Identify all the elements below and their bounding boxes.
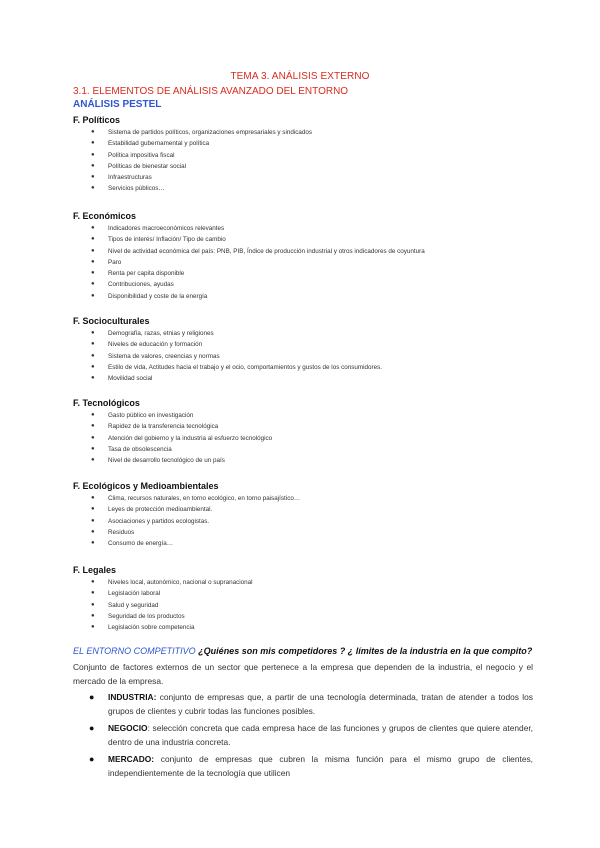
- entorno-term: INDUSTRIA:: [108, 692, 157, 702]
- bullet-icon: ●: [91, 162, 95, 169]
- bullet-icon: ●: [91, 236, 95, 243]
- bullet-icon: ●: [91, 457, 95, 464]
- bullet-icon: ●: [91, 579, 95, 585]
- list-item: [73, 577, 533, 588]
- entorno-heading: [73, 644, 533, 658]
- bullet-icon: ●: [91, 495, 95, 501]
- bullet-list: [73, 223, 533, 302]
- list-item-text: Rapidez de la transferencia tecnológica: [108, 423, 219, 431]
- section-heading: F. Políticos: [73, 115, 121, 125]
- list-item-text: Contribuciones, ayudas: [108, 281, 174, 289]
- list-item-text: Salud y seguridad: [108, 601, 159, 609]
- entorno-item: [73, 721, 533, 749]
- list-item-text: Asociaciones y partidos ecologistas.: [108, 517, 210, 525]
- list-item: [73, 421, 533, 432]
- bullet-icon: ●: [91, 281, 95, 288]
- list-item: [73, 493, 533, 504]
- list-item: [73, 433, 533, 444]
- bullet-icon: ●: [91, 270, 95, 277]
- bullet-icon: ●: [91, 140, 95, 147]
- bullet-icon: ●: [91, 517, 95, 524]
- entorno-competitivo: [73, 644, 533, 783]
- bullet-icon: ●: [91, 540, 95, 547]
- list-item-text: Nivel de actividad económica del país: PNB, PIB, Índice de producción industrial y otros indicadores de coyuntura: [108, 247, 425, 255]
- list-item-text: Sistema de valores, creencias y normas: [108, 352, 220, 360]
- pestel-section: [73, 397, 533, 466]
- list-item: [73, 600, 533, 611]
- bullet-icon: ●: [91, 292, 95, 299]
- list-item-text: Tipos de interés/ Inflación/ Tipo de cambio: [108, 236, 226, 244]
- list-item-text: Demografía, razas, etnias y religiones: [108, 330, 214, 337]
- list-item: [73, 172, 533, 183]
- list-item: [73, 234, 533, 245]
- list-item: [73, 246, 533, 257]
- list-item-text: Consumo de energía…: [108, 540, 174, 548]
- list-item: [73, 538, 533, 549]
- section-subtitle: 3.1. ELEMENTOS DE ANÁLISIS AVANZADO DEL ENTORNO: [73, 86, 349, 97]
- bullet-icon: ●: [91, 624, 95, 631]
- bullet-icon: ●: [89, 692, 95, 702]
- list-item: [73, 328, 533, 339]
- list-item: [73, 279, 533, 290]
- list-item-text: Políticas de bienestar social: [108, 162, 187, 170]
- bullet-icon: ●: [91, 528, 95, 535]
- pestel-section: [73, 315, 533, 384]
- list-item: [73, 257, 533, 268]
- bullet-icon: ●: [91, 330, 95, 336]
- entorno-heading-label: EL ENTORNO COMPETITIVO: [73, 646, 196, 656]
- entorno-term: NEGOCIO: [108, 723, 148, 733]
- list-item: [73, 150, 533, 161]
- pestel-section: [73, 114, 533, 195]
- bullet-icon: ●: [91, 352, 95, 359]
- bullet-icon: ●: [89, 723, 95, 733]
- list-item: [73, 223, 533, 234]
- entorno-heading-question: ¿Quiénes son mis competidores ? ¿ límites de la industria en la que compito?: [195, 646, 533, 656]
- list-item: [73, 622, 533, 633]
- bullet-list: [73, 127, 533, 195]
- list-item: [73, 504, 533, 515]
- entorno-intro: Conjunto de factores externos de un sector que pertenece a la empresa que dependen de la industria, el negocio y el mercado de la empresa.: [73, 662, 533, 686]
- list-item-text: Estabilidad gubernamental y política: [108, 140, 210, 148]
- list-item: [73, 611, 533, 622]
- list-item-text: Paro: [108, 258, 122, 266]
- list-item-text: Renta per capita disponible: [108, 270, 185, 278]
- list-item: [73, 127, 533, 138]
- list-item: [73, 588, 533, 599]
- list-item-text: Legislación sobre competencia: [108, 624, 195, 632]
- bullet-list: [73, 577, 533, 633]
- entorno-definition: conjunto de empresas que cubren la misma función para el mismo grupo de clientes, independientemente de la tecnología que utilicen: [108, 754, 533, 778]
- bullet-list: [73, 493, 533, 549]
- entorno-list: [73, 690, 533, 780]
- bullet-icon: ●: [91, 506, 95, 513]
- list-item-text: Servicios públicos…: [108, 185, 165, 193]
- bullet-icon: ●: [91, 375, 95, 382]
- list-item: [73, 339, 533, 350]
- list-item-text: Niveles local, autonómico, nacional o supranacional: [108, 579, 253, 586]
- list-item-text: Disponibilidad y coste de la energía: [108, 292, 208, 300]
- bullet-icon: ●: [91, 434, 95, 441]
- list-item-text: Legislación laboral: [108, 590, 161, 598]
- list-item: [73, 373, 533, 384]
- entorno-definition: conjunto de empresas que, a partir de una tecnología determinada, tratan de atender a todos los grupos de clientes y cubrir todas las funciones posibles.: [108, 692, 533, 716]
- pestel-section: [73, 480, 533, 549]
- list-item-text: Niveles de educación y formación: [108, 341, 203, 349]
- pestel-section: [73, 564, 533, 633]
- bullet-icon: ●: [91, 601, 95, 608]
- list-item-text: Leyes de protección medioambiental.: [108, 506, 213, 514]
- list-item: [73, 444, 533, 455]
- bullet-icon: ●: [91, 423, 95, 430]
- list-item: [73, 138, 533, 149]
- list-item-text: Gasto público en investigación: [108, 412, 194, 419]
- list-item: [73, 527, 533, 538]
- list-item: [73, 183, 533, 194]
- list-item: [73, 455, 533, 466]
- bullet-icon: ●: [91, 247, 95, 254]
- list-item: [73, 291, 533, 302]
- list-item-text: Seguridad de los productos: [108, 612, 185, 620]
- section-heading: F. Legales: [73, 565, 117, 575]
- bullet-icon: ●: [91, 225, 95, 231]
- list-item-text: Clima, recursos naturales, en torno ecológico, en torno paisajístico…: [108, 495, 301, 502]
- bullet-icon: ●: [91, 363, 95, 370]
- list-item-text: Tasa de obsolescencia: [108, 445, 172, 453]
- bullet-icon: ●: [91, 412, 95, 418]
- bullet-icon: ●: [91, 590, 95, 597]
- entorno-item: [73, 752, 533, 780]
- bullet-icon: ●: [91, 174, 95, 181]
- list-item-text: Estilo de vida, Actitudes hacia el trabajo y el ocio, comportamientos y gustos de los consumidores.: [108, 363, 383, 371]
- section-heading: F. Económicos: [73, 211, 137, 221]
- list-item-text: Indicadores macroeconómicos relevantes: [108, 225, 225, 232]
- list-item-text: Política impositiva fiscal: [108, 151, 175, 159]
- pestel-heading: ANÁLISIS PESTEL: [73, 99, 162, 110]
- bullet-icon: ●: [91, 185, 95, 192]
- entorno-item: [73, 690, 533, 718]
- section-heading: F. Socioculturales: [73, 316, 150, 326]
- list-item: [73, 516, 533, 527]
- bullet-icon: ●: [91, 341, 95, 348]
- list-item: [73, 161, 533, 172]
- bullet-list: [73, 410, 533, 466]
- bullet-icon: ●: [91, 129, 95, 135]
- bullet-icon: ●: [89, 754, 95, 764]
- list-item-text: Movilidad social: [108, 375, 153, 383]
- entorno-term: MERCADO:: [108, 754, 155, 764]
- list-item-text: Residuos: [108, 528, 135, 536]
- page-title: TEMA 3. ANÁLISIS EXTERNO: [230, 71, 370, 82]
- section-heading: F. Tecnológicos: [73, 398, 140, 408]
- entorno-definition: : selección concreta que cada empresa hace de las funciones y grupos de clientes que quiere atender, dentro de una industria concreta.: [108, 723, 533, 747]
- bullet-icon: ●: [91, 445, 95, 452]
- section-heading: F. Ecológicos y Medioambientales: [73, 481, 219, 491]
- bullet-icon: ●: [91, 151, 95, 158]
- list-item: [73, 410, 533, 421]
- bullet-list: [73, 328, 533, 384]
- bullet-icon: ●: [91, 258, 95, 265]
- list-item-text: Atención del gobierno y la industria al esfuerzo tecnológico: [108, 434, 273, 442]
- list-item: [73, 362, 533, 373]
- list-item: [73, 268, 533, 279]
- list-item-text: Sistema de partidos políticos, organizaciones empresariales y sindicados: [108, 129, 313, 136]
- list-item-text: Nivel de desarrollo tecnológico de un país: [108, 457, 225, 465]
- bullet-icon: ●: [91, 612, 95, 619]
- list-item: [73, 351, 533, 362]
- list-item-text: Infraestructuras: [108, 174, 152, 182]
- pestel-section: [73, 210, 533, 302]
